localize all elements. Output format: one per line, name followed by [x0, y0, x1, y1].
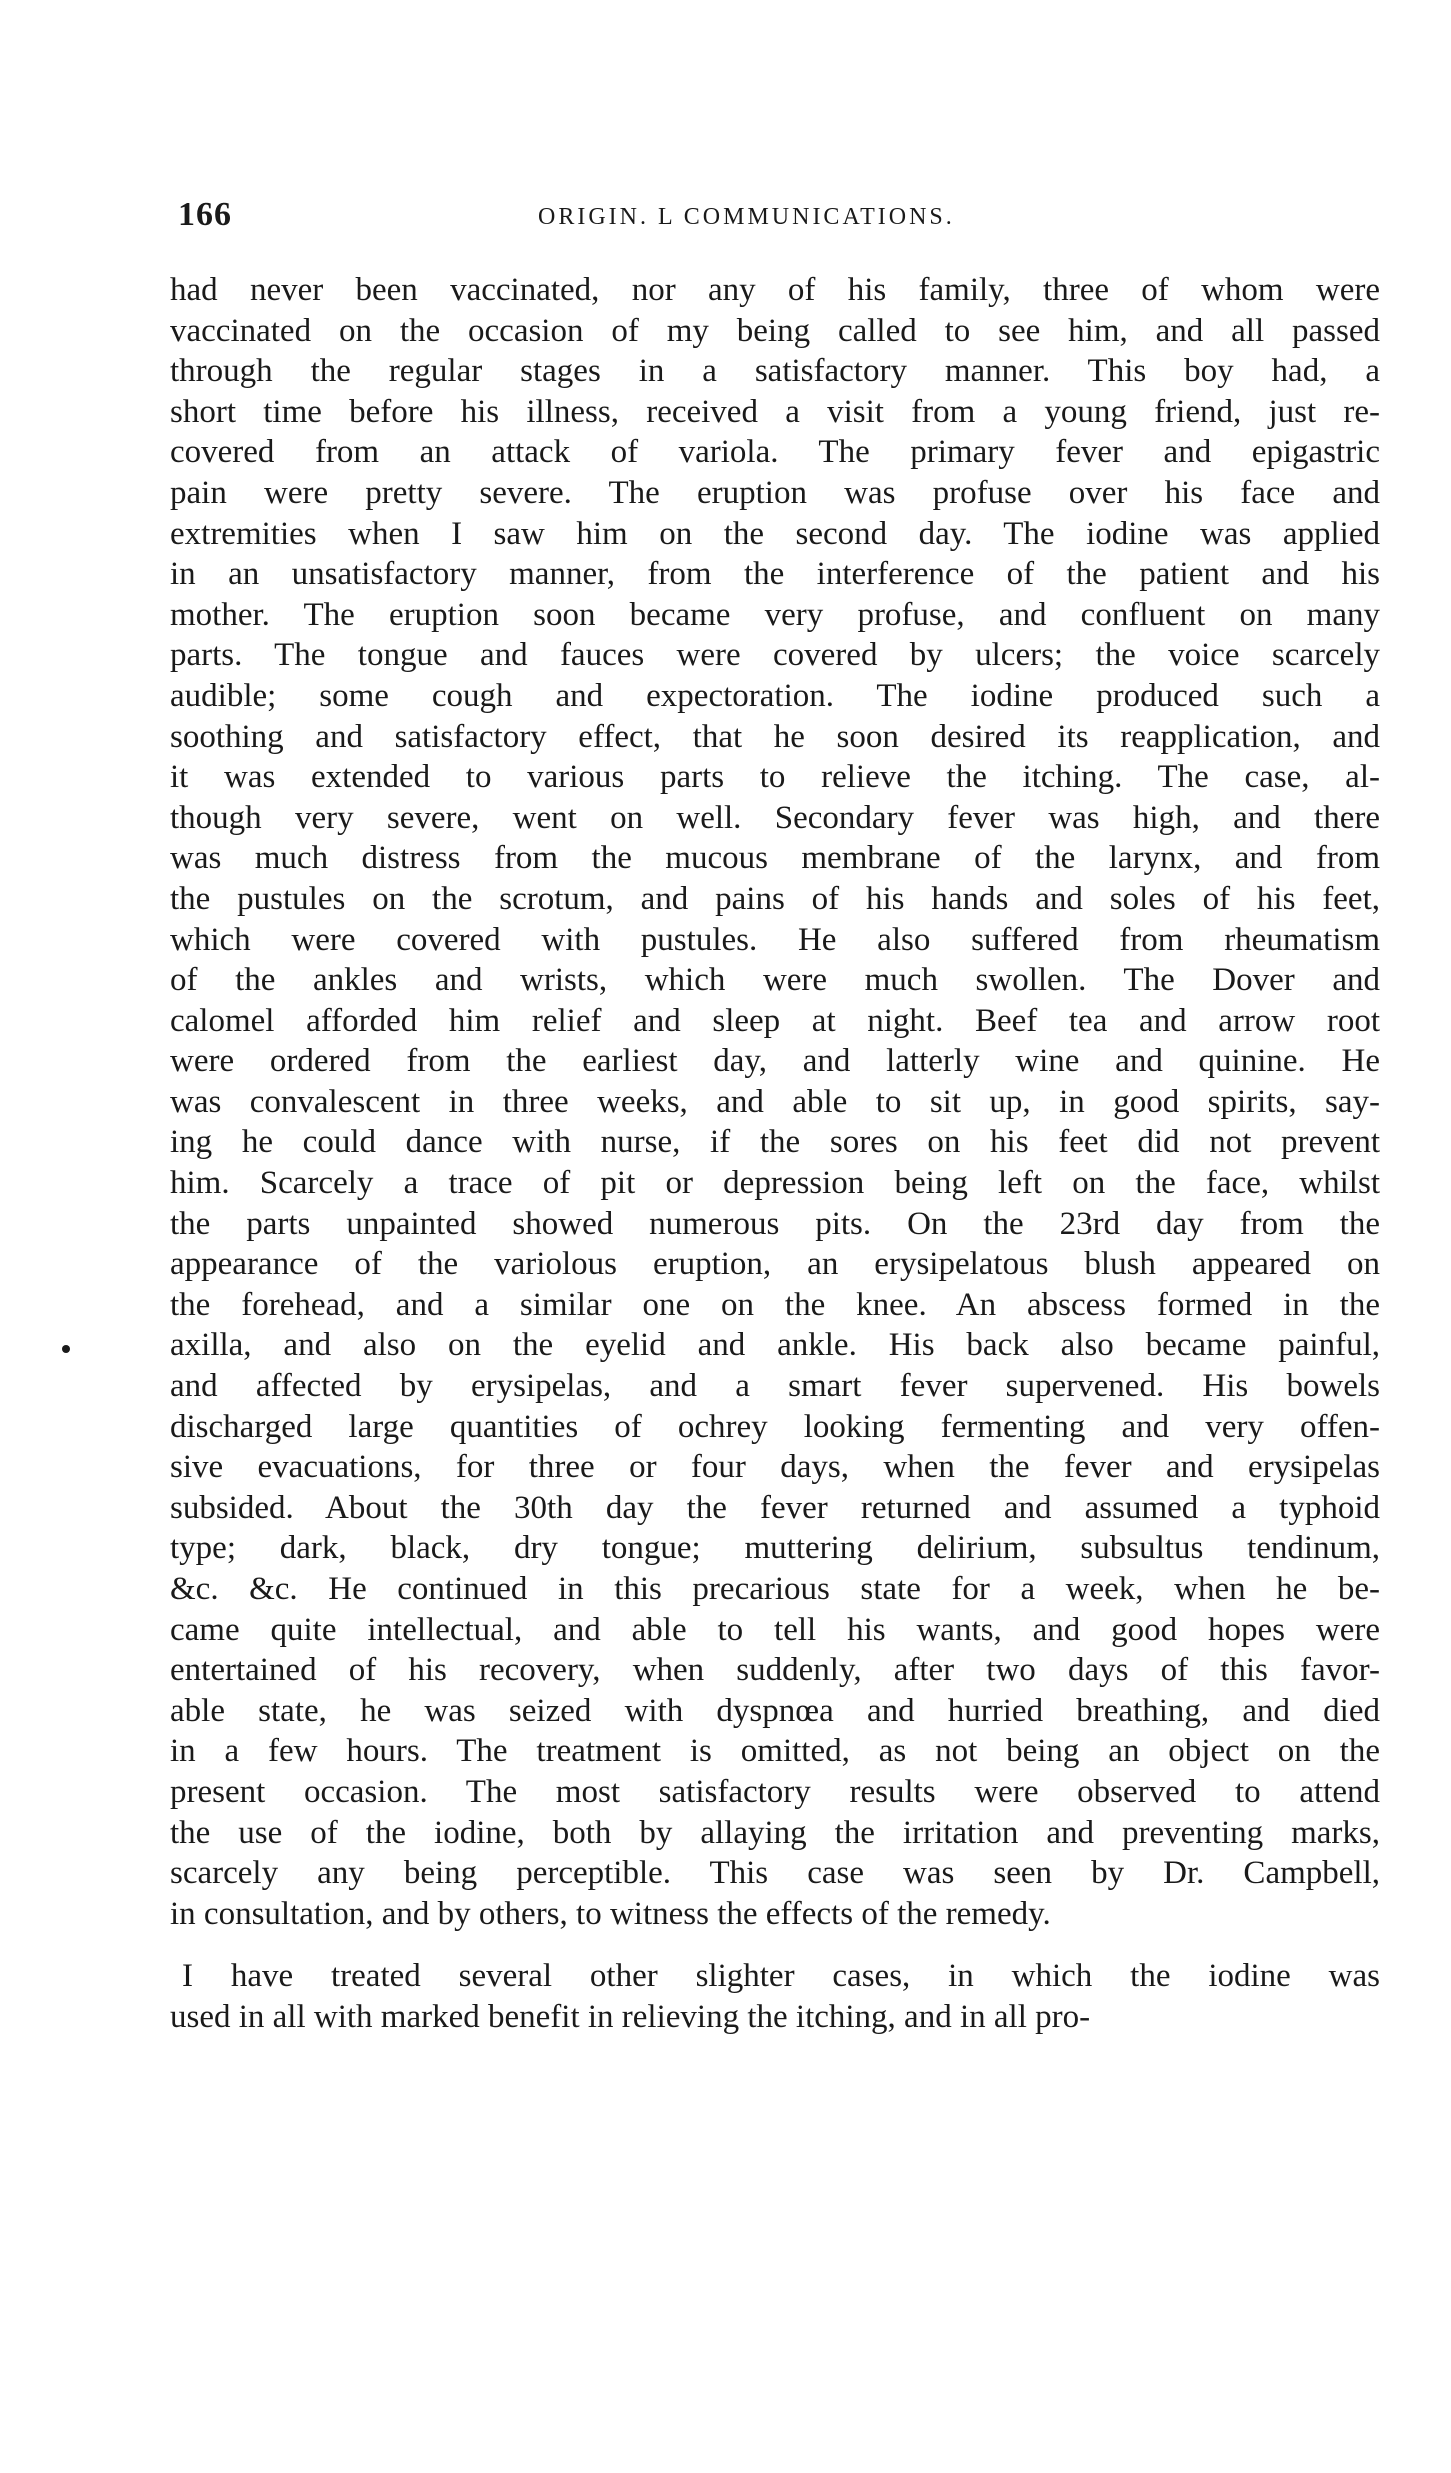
- text-line: extremities when I saw him on the second day. The iodine was applied: [170, 515, 1380, 552]
- text-line: in a few hours. The treatment is omitted, as not being an object on the: [170, 1733, 1380, 1770]
- text-line: used in all with marked benefit in relieving the itching, and in all pro-: [170, 1998, 1091, 2035]
- text-line: audible; some cough and expectoration. The iodine produced such a: [170, 677, 1380, 714]
- text-line: soothing and satisfactory effect, that he soon desired its reapplication, and: [170, 718, 1380, 755]
- text-line: the forehead, and a similar one on the knee. An abscess formed in the: [170, 1286, 1380, 1323]
- text-line: were ordered from the earliest day, and latterly wine and quinine. He: [170, 1043, 1380, 1080]
- text-line: of the ankles and wrists, which were much swollen. The Dover and: [170, 962, 1380, 999]
- text-line: mother. The eruption soon became very profuse, and confluent on many: [170, 596, 1380, 633]
- text-line: present occasion. The most satisfactory results were observed to attend: [170, 1773, 1380, 1810]
- text-line: calomel afforded him relief and sleep at night. Beef tea and arrow root: [170, 1002, 1380, 1039]
- text-line: the pustules on the scrotum, and pains of his hands and soles of his feet,: [170, 880, 1380, 917]
- margin-speck: [62, 1345, 70, 1353]
- text-line: entertained of his recovery, when suddenly, after two days of this favor-: [170, 1652, 1380, 1689]
- body-text: [170, 270, 1380, 2038]
- text-line: axilla, and also on the eyelid and ankle. His back also became painful,: [170, 1327, 1380, 1364]
- text-line: subsided. About the 30th day the fever returned and assumed a typhoid: [170, 1489, 1380, 1526]
- paragraph-case-report: [170, 270, 1380, 1934]
- text-line: was much distress from the mucous membrane of the larynx, and from: [170, 840, 1380, 877]
- text-line: through the regular stages in a satisfactory manner. This boy had, a: [170, 353, 1380, 390]
- text-line: it was extended to various parts to relieve the itching. The case, al-: [170, 759, 1380, 796]
- page-header: [178, 196, 1368, 240]
- text-line: covered from an attack of variola. The primary fever and epigastric: [170, 434, 1380, 471]
- text-line: in consultation, and by others, to witness the effects of the remedy.: [170, 1895, 1051, 1932]
- text-line: I have treated several other slighter cases, in which the iodine was: [182, 1958, 1380, 1995]
- text-line: type; dark, black, dry tongue; muttering delirium, subsultus tendinum,: [170, 1530, 1380, 1567]
- text-line: &c. &c. He continued in this precarious state for a week, when he be-: [170, 1571, 1380, 1607]
- text-line: pain were pretty severe. The eruption was profuse over his face and: [170, 474, 1380, 511]
- text-line: though very severe, went on well. Secondary fever was high, and there: [170, 799, 1380, 836]
- text-line: the use of the iodine, both by allaying the irritation and preventing marks,: [170, 1814, 1380, 1851]
- text-line: and affected by erysipelas, and a smart fever supervened. His bowels: [170, 1368, 1380, 1405]
- text-line: was convalescent in three weeks, and able to sit up, in good spirits, say-: [170, 1083, 1380, 1120]
- text-line: vaccinated on the occasion of my being called to see him, and all passed: [170, 312, 1380, 349]
- text-line: the parts unpainted showed numerous pits. On the 23rd day from the: [170, 1205, 1380, 1242]
- text-line: came quite intellectual, and able to tell his wants, and good hopes were: [170, 1611, 1380, 1648]
- text-line: which were covered with pustules. He also suffered from rheumatism: [170, 921, 1380, 958]
- text-line: discharged large quantities of ochrey looking fermenting and very offen-: [170, 1408, 1380, 1445]
- page-number: 166: [178, 196, 232, 233]
- text-line: appearance of the variolous eruption, an erysipelatous blush appeared on: [170, 1246, 1380, 1283]
- text-line: had never been vaccinated, nor any of his family, three of whom were: [170, 272, 1380, 308]
- text-line: scarcely any being perceptible. This case was seen by Dr. Campbell,: [170, 1855, 1380, 1892]
- text-line: in an unsatisfactory manner, from the interference of the patient and his: [170, 556, 1380, 593]
- paragraph-slighter-cases: [170, 1956, 1380, 2037]
- text-line: him. Scarcely a trace of pit or depression being left on the face, whilst: [170, 1165, 1380, 1202]
- running-head: ORIGIN. L COMMUNICATIONS.: [538, 204, 955, 230]
- text-line: parts. The tongue and fauces were covered by ulcers; the voice scarcely: [170, 637, 1380, 674]
- text-line: short time before his illness, received a visit from a young friend, just re-: [170, 393, 1380, 430]
- text-line: ing he could dance with nurse, if the sores on his feet did not prevent: [170, 1124, 1380, 1161]
- text-line: able state, he was seized with dyspnœa and hurried breathing, and died: [170, 1692, 1380, 1729]
- text-line: sive evacuations, for three or four days, when the fever and erysipelas: [170, 1449, 1380, 1486]
